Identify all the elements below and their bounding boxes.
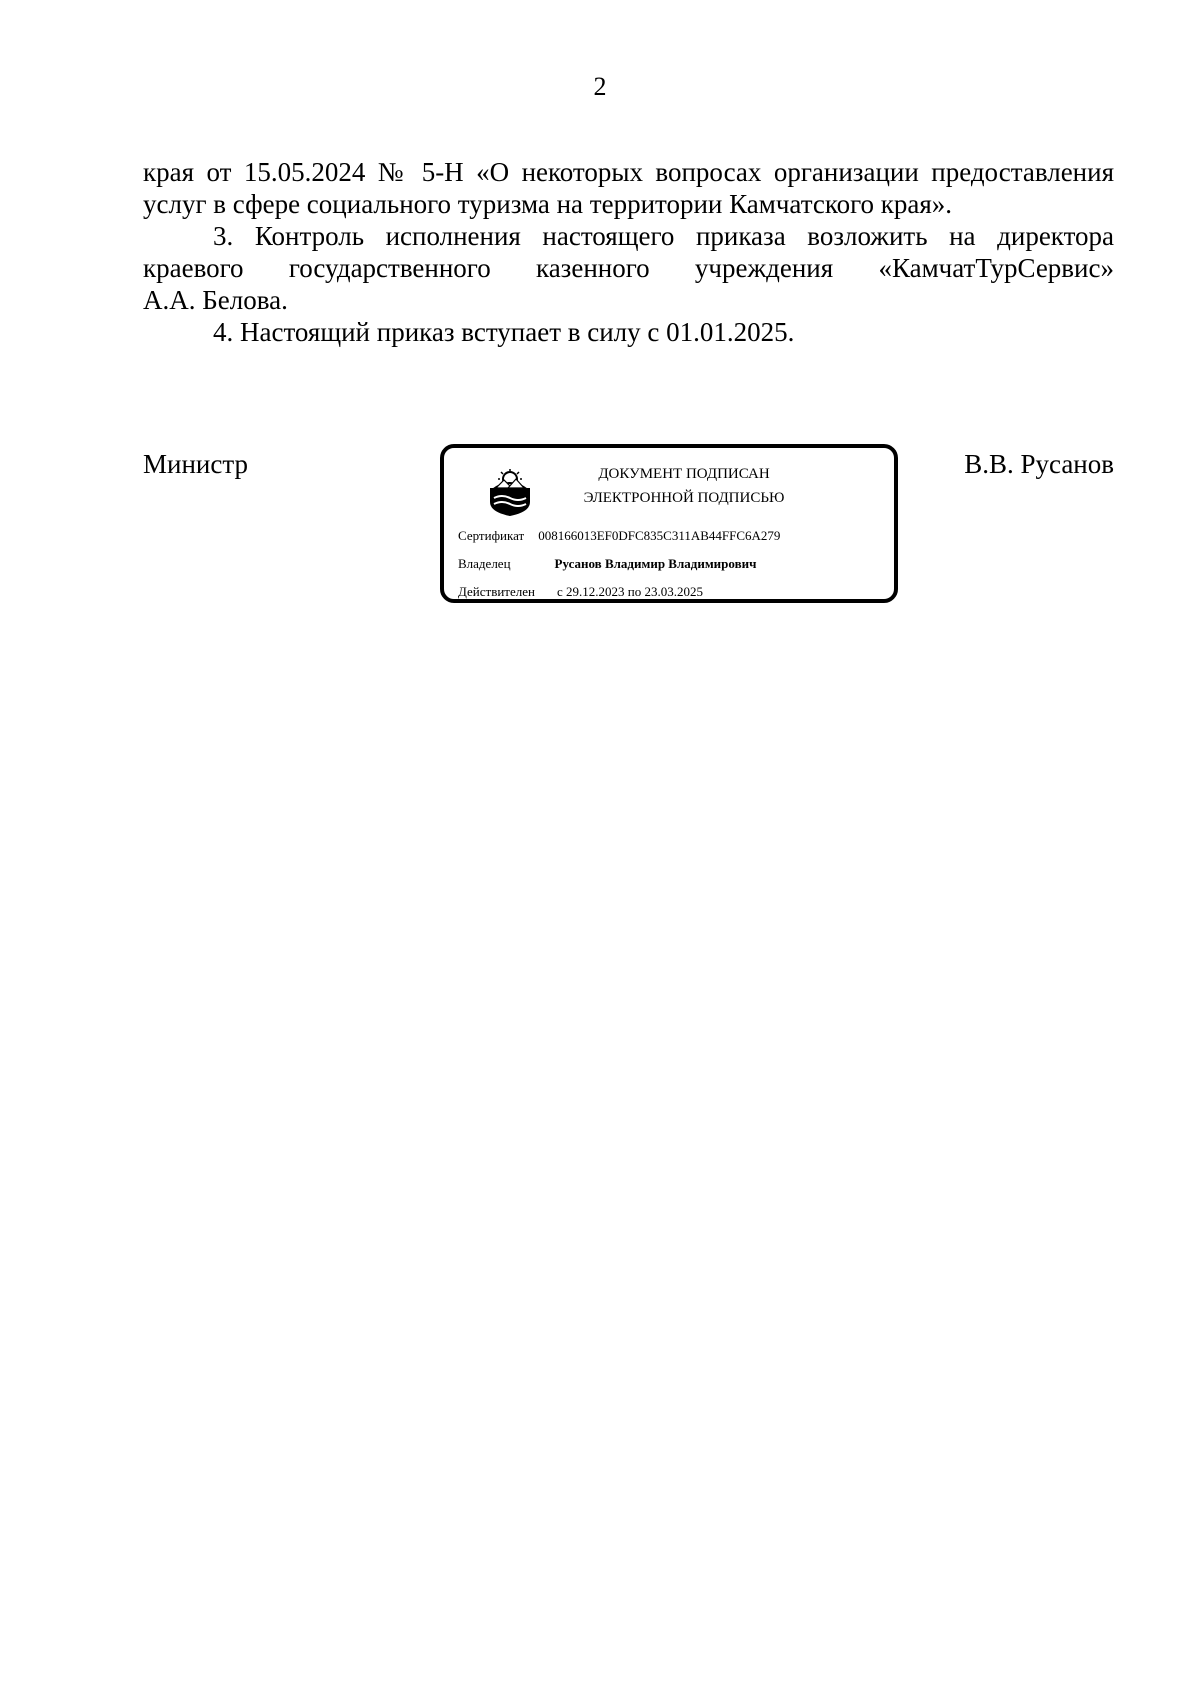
owner-label: Владелец: [458, 556, 511, 571]
certificate-value: 008166013EF0DFC835C311AB44FFC6A279: [538, 528, 781, 543]
owner-value: Русанов Владимир Владимирович: [554, 556, 757, 571]
paragraph-3-line-2: краевого государственного казенного учреждения «КамчатТурСервис»: [143, 253, 1114, 283]
paragraph-2-line-1: края от 15.05.2024 № 5-Н «О некоторых вопросах организации предоставления: [143, 157, 1114, 187]
stamp-heading: [554, 462, 814, 510]
stamp-heading-line-1: ДОКУМЕНТ ПОДПИСАН: [598, 466, 770, 482]
certificate-label: Сертификат: [458, 528, 525, 543]
stamp-owner-row: [458, 556, 756, 572]
paragraph-2-line-2: услуг в сфере социального туризма на территории Камчатского края».: [143, 189, 952, 219]
stamp-validity-row: [458, 584, 703, 600]
page-number: 2: [593, 72, 607, 101]
paragraph-3-line-1: 3. Контроль исполнения настоящего приказа возложить на директора: [213, 221, 1114, 251]
validity-label: Действителен: [458, 584, 535, 599]
stamp-certificate-row: [458, 528, 780, 544]
paragraph-4: 4. Настоящий приказ вступает в силу с 01.01.2025.: [213, 317, 795, 347]
signatory-name: В.В. Русанов: [964, 449, 1114, 479]
validity-value: с 29.12.2023 по 23.03.2025: [556, 584, 703, 599]
paragraph-3-line-3: А.А. Белова.: [143, 285, 288, 315]
stamp-heading-line-2: ЭЛЕКТРОННОЙ ПОДПИСЬЮ: [583, 490, 785, 506]
signatory-title: Министр: [143, 449, 248, 479]
document-body: [143, 156, 1114, 348]
electronic-signature-stamp: [440, 444, 898, 603]
coat-of-arms-icon: [484, 468, 536, 518]
